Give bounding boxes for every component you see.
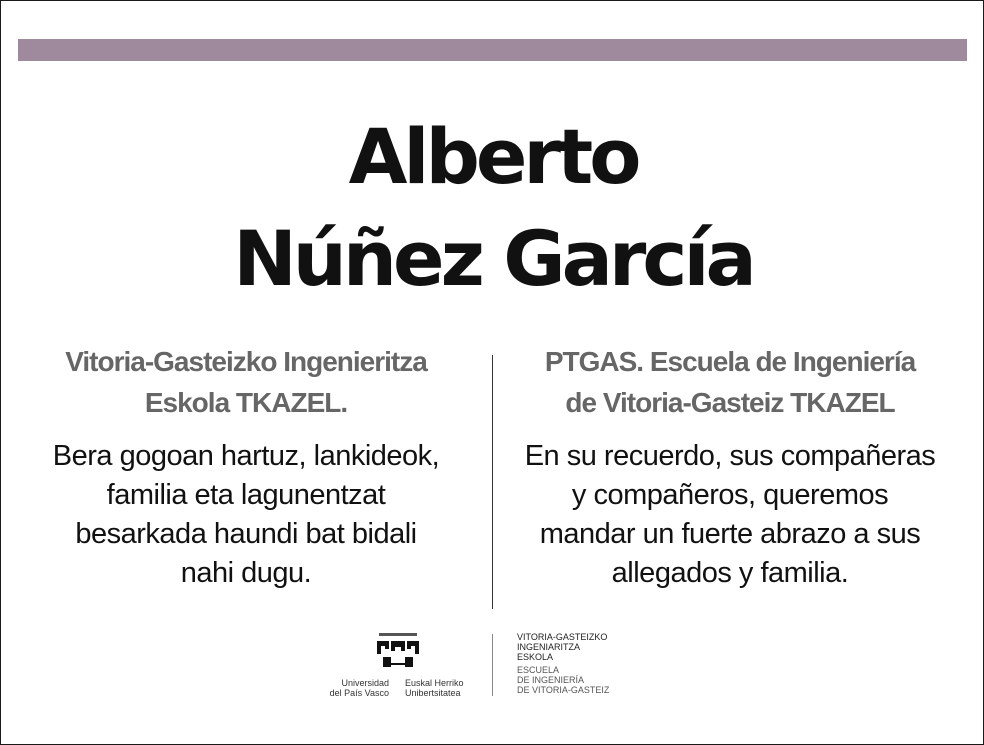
spanish-heading <box>510 341 950 423</box>
basque-message-line: familia eta lagunentzat <box>106 479 386 511</box>
basque-message-line: Bera gogoan hartuz, lankideok, <box>52 440 440 472</box>
logo-line: VITORIA-GASTEIZKO <box>517 632 608 642</box>
logo-line: ESKOLA <box>517 652 554 662</box>
column-divider <box>492 355 493 609</box>
basque-message-line: besarkada haundi bat bidali <box>75 518 417 550</box>
school-spanish-name <box>517 665 609 695</box>
school-basque-name <box>517 632 607 662</box>
spanish-heading-line2: de Vitoria-Gasteiz TKAZEL <box>565 387 895 418</box>
basque-message <box>26 437 466 593</box>
spanish-message-line: allegados y familia. <box>611 557 849 589</box>
logo-line: Universidad <box>341 678 389 688</box>
spanish-message <box>510 437 950 593</box>
basque-column <box>26 341 466 593</box>
logo-divider <box>492 634 493 696</box>
basque-heading <box>26 341 466 423</box>
upv-ehu-emblem-icon <box>373 633 423 671</box>
logo-line: INGENIARITZA <box>517 642 581 652</box>
logo-line: Unibertsitatea <box>405 688 461 698</box>
spanish-message-line: y compañeros, queremos <box>571 479 889 511</box>
basque-message-line: nahi dugu. <box>180 557 312 589</box>
spanish-heading-line1: PTGAS. Escuela de Ingeniería <box>544 346 916 377</box>
basque-heading-line2: Eskola TKAZEL. <box>144 387 348 418</box>
logo-line: DE VITORIA-GASTEIZ <box>517 685 610 695</box>
top-accent-bar <box>18 39 967 61</box>
spanish-message-line: mandar un fuerte abrazo a sus <box>539 518 921 550</box>
upv-basque-name <box>405 678 475 698</box>
logo-line: ESCUELA <box>517 665 560 675</box>
logo-line: DE INGENIERÍA <box>517 675 585 685</box>
name-first: Alberto <box>348 112 638 201</box>
logo-line: del País Vasco <box>329 688 389 698</box>
logo-line: Euskal Herriko <box>405 678 464 688</box>
spanish-message-line: En su recuerdo, sus compañeras <box>524 440 936 472</box>
basque-heading-line1: Vitoria-Gasteizko Ingenieritza <box>65 346 427 377</box>
name-surnames: Núñez García <box>233 214 753 303</box>
spanish-column <box>510 341 950 593</box>
upv-spanish-name <box>321 678 389 698</box>
